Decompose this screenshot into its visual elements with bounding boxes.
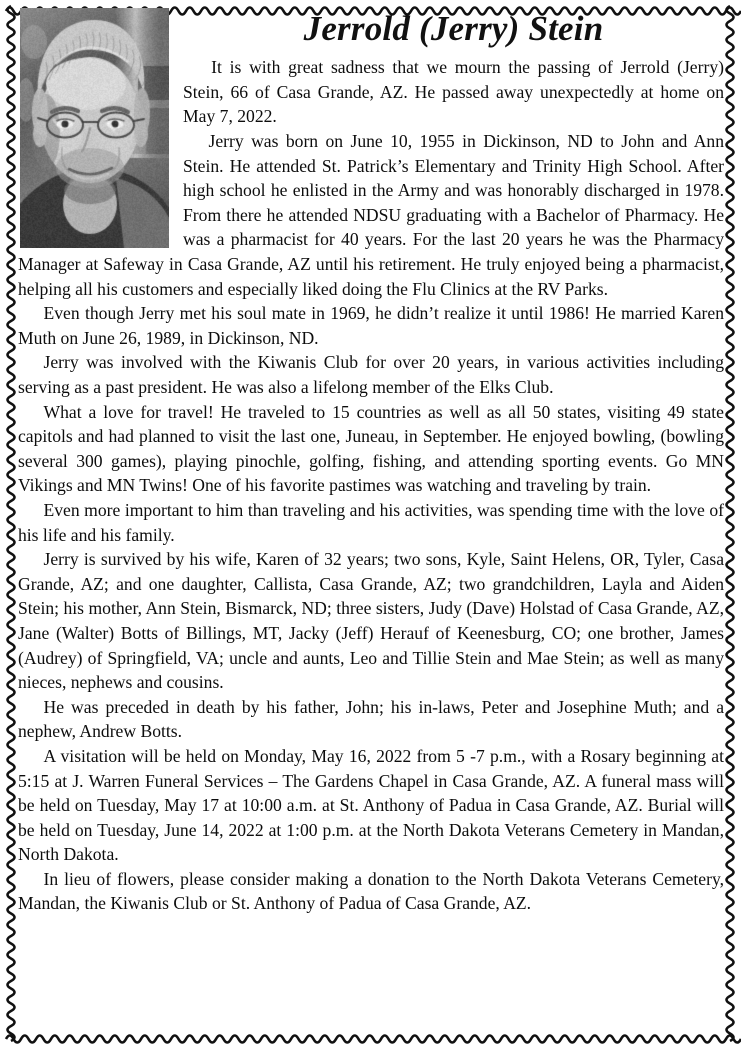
page-title: Jerrold (Jerry) Stein (303, 9, 604, 48)
paragraph: Jerry is survived by his wife, Karen of 32 years; two sons, Kyle, Saint Helens, OR, Tyler, Casa Grande, AZ; and one daughter, Callista, Casa Grande, AZ; two grandchildren, Layla and Aiden Stein; his mother, Ann Stein, Bismarck, ND; three sisters, Judy (Dave) Holstad of Casa Grande, AZ, Jane (Walter) Botts of Billings, MT, Jacky (Jeff) Herauf of Keenesburg, CO; one brother, James (Audrey) of Springfield, VA; uncle and aunts, Leo and Tillie Stein and Mae Stein; as well as many nieces, nephews and cousins. (18, 549, 724, 693)
paragraph: Even more important to him than traveling and his activities, was spending time with the love of his life and his family. (18, 499, 724, 545)
paragraph: Jerry was involved with the Kiwanis Club for over 20 years, in various activities including serving as a past president. He was also a lifelong member of the Elks Club. (18, 352, 724, 398)
paragraph: In lieu of flowers, please consider making a donation to the North Dakota Veterans Cemetery, Mandan, the Kiwanis Club or St. Anthony of Padua of Casa Grande, AZ. (18, 868, 724, 914)
portrait-photo-canvas (20, 8, 169, 248)
paragraph: What a love for travel! He traveled to 15 countries as well as all 50 states, visiting 49 state capitols and had planned to visit the last one, Juneau, in September. He enjoyed bowling, (bowling several 300 games), playing pinochle, golfing, fishing, and attending sporting events. Go MN Vikings and MN Twins! One of his favorite pastimes was watching and traveling by train. (18, 401, 724, 496)
paragraph: It is with great sadness that we mourn the passing of Jerrold (Jerry) Stein, 66 of Casa Grande, AZ. He passed away unexpectedly at home on May 7, 2022. (183, 57, 724, 127)
paragraph: He was preceded in death by his father, John; his in-laws, Peter and Josephine Muth; and a nephew, Andrew Botts. (18, 696, 724, 742)
portrait-photo (20, 8, 169, 248)
paragraph: A visitation will be held on Monday, May 16, 2022 from 5 -7 p.m., with a Rosary beginning at 5:15 at J. Warren Funeral Services – The Gardens Chapel in Casa Grande, AZ. A funeral mass will be held on Tuesday, May 17 at 10:00 a.m. at St. Anthony of Padua in Casa Grande, AZ. Burial will be held on Tuesday, June 14, 2022 at 1:00 p.m. at the North Dakota Veterans Cemetery in Mandan, North Dakota. (18, 745, 724, 865)
wavy-border-bottom (0, 1028, 741, 1050)
obituary-content (18, 8, 724, 1028)
paragraph: Jerry was born on June 10, 1955 in Dickinson, ND to John and Ann Stein. He attended St. Patrick’s Elementary and Trinity High School. After high school he enlisted in the Army and was honorably discharged in 1978. From there he attended NDSU graduating with a Bachelor of Pharmacy. He was a pharmacist for 40 years. For the last 20 years he was the Pharmacy Manager at Safeway in Casa Grande, AZ until his retirement. He truly enjoyed being a pharmacist, helping all his customers and especially liked doing the Flu Clinics at the RV Parks. (18, 131, 724, 299)
paragraph: Even though Jerry met his soul mate in 1969, he didn’t realize it until 1986! He married Karen Muth on June 26, 1989, in Dickinson, ND. (18, 303, 724, 348)
